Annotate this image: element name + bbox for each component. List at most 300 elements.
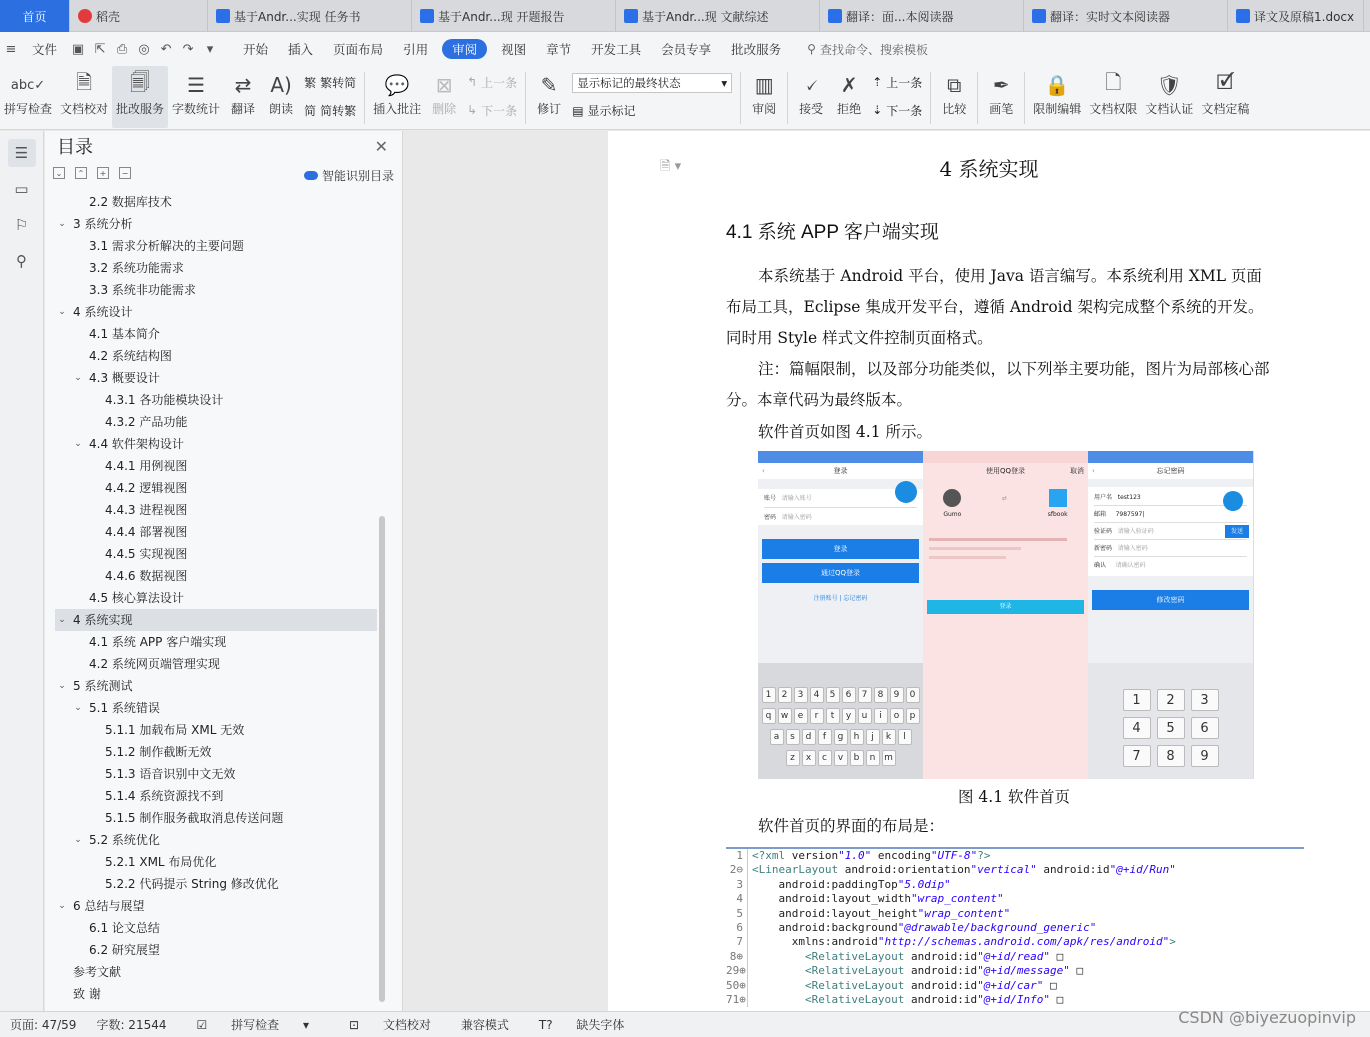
toc-item-label: 5.1.1 加载布局 XML 无效 xyxy=(105,723,245,737)
insert-comment-button[interactable] xyxy=(369,66,425,128)
line-number: 8⊕ xyxy=(726,950,748,964)
smart-icon xyxy=(304,171,318,180)
confirm-label: 确认 xyxy=(1094,562,1107,569)
line-number: 3 xyxy=(726,878,748,892)
read-aloud-button[interactable] xyxy=(262,66,300,128)
new-password-label: 新密码 xyxy=(1094,545,1113,552)
key: x xyxy=(802,750,816,766)
toc-item[interactable] xyxy=(55,719,377,741)
menu-item-5[interactable]: 视图 xyxy=(501,42,527,57)
code-text: android:layout_width"wrap_content" xyxy=(752,892,1004,906)
toc-item[interactable] xyxy=(55,477,377,499)
menu-item-9[interactable]: 批改服务 xyxy=(731,42,782,57)
menu-item-2[interactable]: 页面布局 xyxy=(333,42,384,57)
toc-item[interactable] xyxy=(55,433,377,455)
qq-login-screen xyxy=(923,451,1088,779)
menu-item-6[interactable]: 章节 xyxy=(546,42,572,57)
prev-change-button[interactable] xyxy=(872,74,922,91)
smart-toc-label: 智能识别目录 xyxy=(321,169,394,183)
toc-item-label: 2.2 数据库技术 xyxy=(89,195,172,209)
figure-caption: 图 4.1 软件首页 xyxy=(957,788,1070,806)
email-value: 7987597| xyxy=(1115,511,1145,518)
key: t xyxy=(826,708,840,724)
doc-proof-button[interactable] xyxy=(56,66,112,128)
collapse-all-icon[interactable]: ⌄ xyxy=(53,167,65,179)
tab-1[interactable] xyxy=(70,0,208,32)
simp-label: 简转繁 xyxy=(320,103,357,118)
review-pane-icon: ▥ xyxy=(754,73,774,97)
prev-comment-label: 上一条 xyxy=(481,75,518,90)
menu-item-8[interactable]: 会员专享 xyxy=(661,42,712,57)
tab-label: 翻译：面...本阅读器 xyxy=(846,9,954,24)
expand-all-icon[interactable]: ⌃ xyxy=(75,167,87,179)
key: o xyxy=(890,708,904,724)
key: i xyxy=(874,708,888,724)
pen-button[interactable] xyxy=(982,66,1020,128)
code-line xyxy=(726,964,1304,978)
print-icon[interactable]: ⎙ xyxy=(116,41,128,57)
toc-item-label: 5.1 系统错误 xyxy=(89,701,160,715)
doc-final-button[interactable] xyxy=(1197,66,1253,128)
toc-item[interactable] xyxy=(55,829,377,851)
key: r xyxy=(810,708,824,724)
page-nav-icon[interactable]: 🗎 ▾ xyxy=(660,159,682,174)
pen-icon: ✒ xyxy=(992,73,1010,97)
toc-item[interactable] xyxy=(55,895,377,917)
toc-item[interactable] xyxy=(55,367,377,389)
menu-item-3[interactable]: 引用 xyxy=(403,42,429,57)
next-comment-label: 下一条 xyxy=(481,103,518,118)
hamburger-icon[interactable]: ≡ xyxy=(5,41,17,57)
translate-button[interactable] xyxy=(224,66,262,128)
login-title xyxy=(758,463,923,479)
key: m xyxy=(882,750,896,766)
code-line xyxy=(726,849,1304,863)
toc-item-label: 4.4.2 逻辑视图 xyxy=(105,481,188,495)
swap-icon: ⇄ xyxy=(1002,495,1008,502)
preview-icon[interactable]: ◎ xyxy=(138,41,150,57)
keyboard-row xyxy=(760,750,921,766)
line-number: 5 xyxy=(726,907,748,921)
word-count-button[interactable] xyxy=(168,66,224,128)
doc-permission-label: 文档权限 xyxy=(1089,102,1138,116)
toc-item-label: 5.1.4 系统资源找不到 xyxy=(105,789,224,803)
tab-3[interactable] xyxy=(412,0,616,32)
status-bar xyxy=(758,451,923,463)
key: k xyxy=(882,729,896,745)
display-state-select[interactable] xyxy=(572,73,732,93)
doc-proof-icon: 🗎 xyxy=(75,70,93,94)
toc-item[interactable] xyxy=(55,609,377,631)
spell-status-label: 拼写检查 xyxy=(231,1018,280,1032)
keyboard-row xyxy=(760,708,921,724)
proof-status[interactable] xyxy=(329,1016,451,1033)
toc-item[interactable] xyxy=(55,917,377,939)
tab-label: 首页 xyxy=(22,9,47,24)
toc-item-label: 4.3.1 各功能模块设计 xyxy=(105,393,224,407)
trad-to-simp-button[interactable] xyxy=(304,74,356,91)
key: 5 xyxy=(826,687,840,703)
toc-item[interactable] xyxy=(55,939,377,961)
qq-user-1 xyxy=(943,489,961,518)
toc-item[interactable] xyxy=(55,521,377,543)
status-bar xyxy=(923,451,1088,463)
prev-change-label: 上一条 xyxy=(886,75,923,90)
word-doc-icon xyxy=(1236,9,1250,23)
code-line xyxy=(726,993,1304,1007)
key: a xyxy=(770,729,784,745)
toc-item-label: 4.3.2 产品功能 xyxy=(105,415,188,429)
code-line xyxy=(726,921,1304,935)
restrict-edit-label: 限制编辑 xyxy=(1033,102,1082,116)
toc-item[interactable] xyxy=(55,279,377,301)
next-comment-button[interactable] xyxy=(467,102,517,119)
account-label: 账号 xyxy=(764,495,777,502)
toc-list xyxy=(55,191,377,1005)
correction-icon: 🗐 xyxy=(130,70,151,94)
chevron-down-icon[interactable]: ⌄ xyxy=(58,219,66,229)
chevron-down-icon[interactable]: ⌄ xyxy=(58,615,66,625)
toc-item-label: 4.4.5 实现视图 xyxy=(105,547,188,561)
toc-item[interactable] xyxy=(55,983,377,1005)
word-doc-icon xyxy=(216,9,230,23)
proof-icon: ⊡ xyxy=(348,1018,360,1032)
remove-level-icon[interactable]: − xyxy=(119,167,131,179)
key: 3 xyxy=(794,687,808,703)
tab-5[interactable] xyxy=(820,0,1024,32)
code-text: <RelativeLayout android:id"@+id/Info" □ xyxy=(804,992,1064,1006)
chapter-nav-icon[interactable]: ▭ xyxy=(14,180,29,198)
bookmark-icon[interactable]: ⚐ xyxy=(14,216,29,234)
key: 1 xyxy=(762,687,776,703)
code-block xyxy=(726,847,1304,1011)
toc-item[interactable] xyxy=(55,323,377,345)
qq-user-2-name: sfbook xyxy=(1047,511,1068,518)
tab-7[interactable] xyxy=(1228,0,1364,32)
menu-item-1[interactable]: 插入 xyxy=(288,42,314,57)
undo-icon[interactable]: ↶ xyxy=(160,41,172,57)
menu-file[interactable]: 文件 xyxy=(32,42,58,57)
show-marks-button[interactable] xyxy=(572,102,732,119)
new-password-placeholder: 请输入密码 xyxy=(1117,545,1148,552)
menu-item-7[interactable]: 开发工具 xyxy=(591,42,642,57)
divider xyxy=(977,72,978,124)
toc-item-label: 3.3 系统非功能需求 xyxy=(89,283,196,297)
qq-cancel: 取消 xyxy=(1070,467,1084,475)
divider xyxy=(740,72,741,124)
divider xyxy=(930,72,931,124)
chevron-down-icon[interactable]: ⌄ xyxy=(74,439,82,449)
toc-item-label: 4.5 核心算法设计 xyxy=(89,591,184,605)
command-search-label: 查找命令、搜索模板 xyxy=(819,42,928,57)
trad-icon: 繁 xyxy=(304,75,317,90)
qq-login-button: 通过QQ登录 xyxy=(762,563,919,583)
password-label: 密码 xyxy=(764,514,777,521)
key: p xyxy=(906,708,920,724)
avatar xyxy=(1223,491,1243,511)
code-text: android:paddingTop"5.0dip" xyxy=(752,877,951,891)
doc-cert-button[interactable] xyxy=(1141,66,1197,128)
menu-item-0[interactable]: 开始 xyxy=(243,42,269,57)
key: v xyxy=(834,750,848,766)
key: q xyxy=(762,708,776,724)
side-icon-strip xyxy=(0,131,44,1011)
toc-item[interactable] xyxy=(55,873,377,895)
read-aloud-label: 朗读 xyxy=(269,102,294,116)
menu-item-4[interactable]: 审阅 xyxy=(442,39,487,59)
track-changes-label: 修订 xyxy=(537,102,562,116)
username-label: 用户名 xyxy=(1094,494,1113,501)
tab-4[interactable] xyxy=(616,0,820,32)
docer-icon xyxy=(78,9,92,23)
toc-item[interactable] xyxy=(55,785,377,807)
chevron-down-icon[interactable]: ⌄ xyxy=(74,835,82,845)
tab-0[interactable] xyxy=(0,0,70,32)
correction-service-button[interactable] xyxy=(112,66,168,128)
toc-item[interactable] xyxy=(55,455,377,477)
smart-toc-button[interactable] xyxy=(304,167,394,184)
paragraph: 注：篇幅限制，以及部分功能类似，以下列举主要功能，图片为局部核心部分。本章代码为最终版本。 xyxy=(726,360,1270,409)
tab-6[interactable] xyxy=(1024,0,1228,32)
code-line xyxy=(726,892,1304,906)
word-doc-icon xyxy=(624,9,638,23)
line-number: 29⊕ xyxy=(726,964,748,978)
toc-item-label: 6 总结与展望 xyxy=(73,899,145,913)
toc-item[interactable] xyxy=(55,653,377,675)
toc-item-label: 5.1.3 语音识别中文无效 xyxy=(105,767,236,781)
next-change-label: 下一条 xyxy=(886,103,923,118)
spell-check-icon: abc✓ xyxy=(10,77,46,93)
reject-button[interactable] xyxy=(830,66,868,128)
track-changes-icon: ✎ xyxy=(540,73,558,97)
accept-label: 接受 xyxy=(799,102,824,116)
tab-label: 基于Andr...现 文献综述 xyxy=(642,9,769,24)
toc-item[interactable] xyxy=(55,411,377,433)
key: e xyxy=(794,708,808,724)
toc-item[interactable] xyxy=(55,499,377,521)
toc-item[interactable] xyxy=(55,235,377,257)
doc-permission-button[interactable] xyxy=(1085,66,1141,128)
key: 7 xyxy=(1123,745,1151,767)
toc-item[interactable] xyxy=(55,565,377,587)
line-number: 7 xyxy=(726,935,748,949)
certificate-icon: 🛡 xyxy=(1156,73,1182,97)
toc-item-label: 4.4.3 进程视图 xyxy=(105,503,188,517)
line-number: 2⊖ xyxy=(726,863,748,877)
permission-icon: 🗋 xyxy=(1105,70,1122,94)
export-icon[interactable]: ⇱ xyxy=(94,41,106,57)
key: d xyxy=(802,729,816,745)
tab-label: 稻壳 xyxy=(96,9,121,24)
chevron-down-icon: ▾ xyxy=(302,1018,309,1032)
toc-item[interactable] xyxy=(55,257,377,279)
qq-user-1-name: Gumo xyxy=(943,511,962,518)
toc-item[interactable] xyxy=(55,389,377,411)
toc-item-label: 6.1 论文总结 xyxy=(89,921,160,935)
toc-item-label: 参考文献 xyxy=(73,965,122,979)
forgot-title-text: 忘记密码 xyxy=(1156,467,1185,475)
line-number: 6 xyxy=(726,921,748,935)
prev-comment-button[interactable] xyxy=(467,74,517,91)
more-icon[interactable]: ▾ xyxy=(206,41,214,57)
toc-item[interactable] xyxy=(55,191,377,213)
qq-title-text: 使用QQ登录 xyxy=(985,467,1026,475)
checkbox-icon: ☑ xyxy=(196,1018,208,1032)
delete-comment-button[interactable] xyxy=(425,66,463,128)
toc-item-label: 5.2.1 XML 布局优化 xyxy=(105,855,217,869)
login-links: 注册账号 | 忘记密码 xyxy=(813,595,868,602)
qq-user-2 xyxy=(1048,489,1068,518)
code-text: <?xml version"1.0" encoding"UTF-8"?> xyxy=(752,849,991,862)
key: z xyxy=(786,750,800,766)
toc-item[interactable] xyxy=(55,587,377,609)
code-text: xmlns:android"http://schemas.android.com/apk/res/android"> xyxy=(752,935,1176,949)
app-logo xyxy=(1049,489,1067,507)
toc-item-label: 4.4 软件架构设计 xyxy=(89,437,184,451)
key: 7 xyxy=(858,687,872,703)
qq-title xyxy=(923,463,1088,479)
review-pane-label: 审阅 xyxy=(752,102,777,116)
find-icon[interactable]: ⚲ xyxy=(16,252,27,270)
compare-label: 比较 xyxy=(942,102,967,116)
show-marks-icon: ▤ xyxy=(572,103,584,118)
toc-item-label: 5.2 系统优化 xyxy=(89,833,160,847)
code-line xyxy=(726,950,1304,964)
code-text: android:background"@drawable/background_generic" xyxy=(752,920,1097,934)
word-doc-icon xyxy=(1032,9,1046,23)
toc-item[interactable] xyxy=(55,543,377,565)
show-marks-label: 显示标记 xyxy=(587,104,636,119)
key: 1 xyxy=(1123,689,1151,711)
command-search[interactable] xyxy=(807,41,928,58)
toc-item[interactable] xyxy=(55,631,377,653)
keyboard-row xyxy=(1092,689,1249,711)
toc-item[interactable] xyxy=(55,697,377,719)
toc-item-label: 4 系统实现 xyxy=(73,613,133,627)
toc-item-label: 4.4.1 用例视图 xyxy=(105,459,188,473)
toc-item-label: 4 系统设计 xyxy=(73,305,133,319)
key: 4 xyxy=(810,687,824,703)
tab-label: 基于Andr...现 开题报告 xyxy=(438,9,565,24)
divider xyxy=(787,72,788,124)
code-line xyxy=(726,979,1304,993)
key: n xyxy=(866,750,880,766)
correction-label: 批改服务 xyxy=(116,102,165,116)
toc-item[interactable] xyxy=(55,345,377,367)
toc-item-label: 5 系统测试 xyxy=(73,679,133,693)
toc-title: 目录 xyxy=(57,137,93,158)
qq-accounts xyxy=(923,489,1088,518)
key: s xyxy=(786,729,800,745)
close-icon[interactable]: ✕ xyxy=(374,137,388,156)
font-icon: T? xyxy=(538,1018,553,1032)
tab-bar xyxy=(0,0,1370,32)
tab-label: 翻译：实时文本阅读器 xyxy=(1050,9,1171,24)
track-changes-button[interactable] xyxy=(530,66,568,128)
toc-item-label: 3.2 系统功能需求 xyxy=(89,261,184,275)
finalize-icon: 🗹 xyxy=(1216,70,1235,94)
insert-comment-label: 插入批注 xyxy=(373,102,422,116)
accept-button[interactable] xyxy=(792,66,830,128)
accept-icon: 🗸 xyxy=(804,73,819,97)
next-change-icon: ⇣ xyxy=(872,103,883,117)
paragraph: 本系统基于 Android 平台，使用 Java 语言编写。本系统利用 XML 页面布局工具，Eclipse 集成开发平台，遵循 Android 架构完成整个系统的开发。同时用 Style 样式文件控制页面格式。 xyxy=(726,267,1264,347)
code-line xyxy=(726,907,1304,921)
key: h xyxy=(850,729,864,745)
canvas-margin xyxy=(404,131,608,1011)
save-icon[interactable]: ▣ xyxy=(71,41,85,57)
chevron-down-icon[interactable]: ⌄ xyxy=(58,901,66,911)
doc-final-label: 文档定稿 xyxy=(1201,102,1250,116)
add-level-icon[interactable]: + xyxy=(97,167,109,179)
login-title-text: 登录 xyxy=(833,467,848,475)
word-count[interactable]: 字数: 21544 xyxy=(96,1018,167,1032)
redo-icon[interactable]: ↷ xyxy=(182,41,194,57)
key: j xyxy=(866,729,880,745)
toc-item[interactable] xyxy=(55,851,377,873)
divider xyxy=(525,72,526,124)
toc-item-label: 4.2 系统网页端管理实现 xyxy=(89,657,220,671)
line-number: 50⊕ xyxy=(726,979,748,993)
toc-item[interactable] xyxy=(55,301,377,323)
toc-panel xyxy=(45,131,403,1011)
delete-comment-icon: ⊠ xyxy=(435,73,453,97)
prev-change-icon: ⇡ xyxy=(872,75,883,89)
toc-item-label: 4.1 基本简介 xyxy=(89,327,160,341)
chevron-down-icon: ▾ xyxy=(721,75,728,90)
chevron-down-icon[interactable]: ⌄ xyxy=(58,307,66,317)
page-indicator[interactable]: 页面: 47/59 xyxy=(10,1018,77,1032)
toc-item[interactable] xyxy=(55,213,377,235)
toc-item[interactable] xyxy=(55,741,377,763)
tab-2[interactable] xyxy=(208,0,412,32)
toc-item-label: 4.4.4 部署视图 xyxy=(105,525,188,539)
next-icon: ↳ xyxy=(467,103,478,117)
compare-button[interactable] xyxy=(935,66,973,128)
code-line xyxy=(726,863,1304,877)
simp-icon: 简 xyxy=(304,103,317,118)
missing-fonts[interactable] xyxy=(519,1016,645,1033)
insert-comment-icon: 💬 xyxy=(384,73,410,97)
toc-panel-icon[interactable]: ☰ xyxy=(8,139,36,167)
key: 6 xyxy=(842,687,856,703)
toc-item[interactable] xyxy=(55,961,377,983)
toc-item[interactable] xyxy=(55,763,377,785)
toc-item-label: 4.1 系统 APP 客户端实现 xyxy=(89,635,227,649)
simp-to-trad-button[interactable] xyxy=(304,102,356,119)
restrict-edit-button[interactable] xyxy=(1029,66,1085,128)
chevron-down-icon[interactable]: ⌄ xyxy=(58,681,66,691)
spell-status[interactable] xyxy=(177,1016,329,1033)
code-text: <RelativeLayout android:id"@+id/car" □ xyxy=(804,978,1057,992)
key: g xyxy=(834,729,848,745)
toc-item[interactable] xyxy=(55,675,377,697)
spell-check-button[interactable] xyxy=(0,66,56,128)
chevron-down-icon[interactable]: ⌄ xyxy=(74,703,82,713)
change-password-button: 修改密码 xyxy=(1092,590,1249,610)
next-change-button[interactable] xyxy=(872,102,922,119)
back-icon: ‹ xyxy=(762,467,765,475)
status-bar xyxy=(1088,451,1253,463)
review-pane-button[interactable] xyxy=(745,66,783,128)
section-heading: 4.1 系统 APP 客户端实现 xyxy=(726,222,939,243)
toc-item[interactable] xyxy=(55,807,377,829)
chevron-down-icon[interactable]: ⌄ xyxy=(74,373,82,383)
read-aloud-icon: A) xyxy=(270,73,292,97)
scrollbar[interactable] xyxy=(379,516,385,1002)
keyboard-row xyxy=(760,687,921,703)
status-bar xyxy=(0,1011,1370,1037)
